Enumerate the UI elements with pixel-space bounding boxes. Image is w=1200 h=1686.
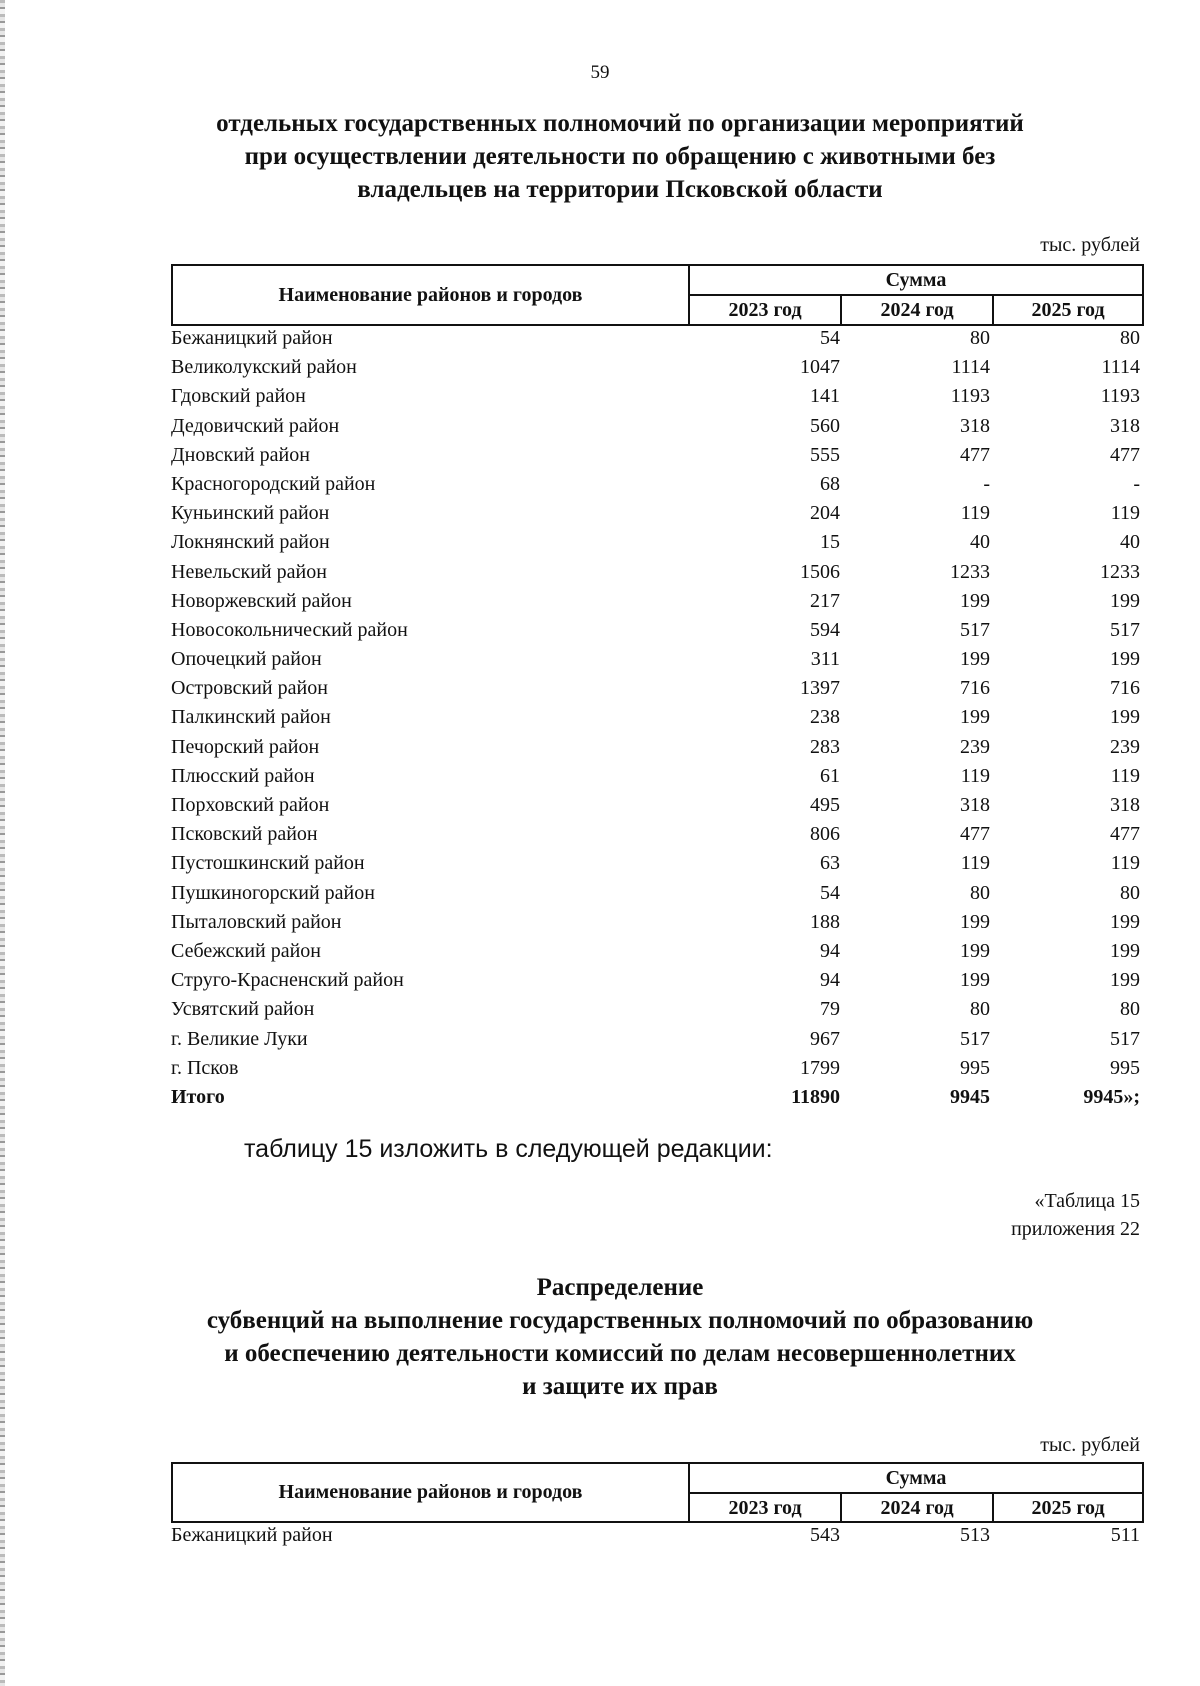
cell-name: Итого <box>171 1085 225 1108</box>
cell-name: Плюсский район <box>171 764 315 787</box>
scan-edge <box>0 0 5 1686</box>
cell-2025: 995 <box>1110 1056 1140 1079</box>
cell-2024: 513 <box>960 1524 990 1546</box>
cell-name: Опочецкий район <box>171 648 322 671</box>
cell-2024: 199 <box>960 648 990 671</box>
table-row <box>171 1055 1140 1084</box>
cell-2023: 141 <box>810 385 840 408</box>
cell-2023: 11890 <box>791 1085 840 1108</box>
cell-2024: 119 <box>960 502 990 525</box>
section2-title-line: субвенций на выполнение государственных полномочий по образованию <box>206 1307 1034 1334</box>
cell-2025: 318 <box>1110 414 1140 437</box>
header-year-2025: 2025 год <box>1031 299 1105 321</box>
table-row <box>171 792 1140 821</box>
cell-name: Пушкиногорский район <box>171 881 375 904</box>
cell-name: Куньинский район <box>171 502 330 525</box>
header-year-2025: 2025 год <box>1031 1497 1105 1519</box>
section1-title-line: отдельных государственных полномочий по организации мероприятий <box>216 110 1024 137</box>
cell-name: г. Великие Луки <box>171 1027 308 1050</box>
cell-2025: 1114 <box>1101 356 1140 379</box>
cell-2025: 9945»; <box>1083 1085 1140 1108</box>
section2-table-body <box>171 1522 1140 1551</box>
table-row <box>171 763 1140 792</box>
cell-name: Локнянский район <box>171 531 330 554</box>
cell-2023: 806 <box>810 823 840 846</box>
section1-table-body <box>171 325 1140 1113</box>
cell-name: Красногородский район <box>171 472 376 495</box>
table-row <box>171 996 1140 1025</box>
section2-title-line: Распределение <box>536 1274 704 1301</box>
table-row <box>171 967 1140 996</box>
cell-2025: 199 <box>1110 969 1140 992</box>
cell-2023: 555 <box>810 443 840 466</box>
cell-name: Великолукский район <box>171 356 357 379</box>
section1-title <box>150 107 1090 206</box>
cell-2025: 119 <box>1110 852 1140 875</box>
table-row <box>171 588 1140 617</box>
table-row <box>171 471 1140 500</box>
cell-2025: 239 <box>1110 735 1140 758</box>
cell-2023: 94 <box>820 939 840 962</box>
cell-2025: 80 <box>1120 998 1140 1021</box>
cell-2023: 54 <box>820 881 840 904</box>
cell-2023: 188 <box>810 910 840 933</box>
cell-2024: 199 <box>960 969 990 992</box>
cell-2024: 80 <box>970 327 990 349</box>
section2-unit: тыс. рублей <box>1040 1434 1140 1456</box>
cell-name: Печорский район <box>171 735 320 758</box>
cell-2024: 199 <box>960 589 990 612</box>
table-reference <box>1011 1187 1140 1243</box>
cell-2024: 517 <box>960 1027 990 1050</box>
cell-2023: 560 <box>810 414 840 437</box>
cell-2025: 517 <box>1110 618 1140 641</box>
cell-2023: 495 <box>810 794 840 816</box>
cell-name: Новосокольнический район <box>171 618 408 641</box>
cell-2023: 1047 <box>800 356 840 379</box>
cell-name: Дедовичский район <box>171 414 340 437</box>
table-row <box>171 1026 1140 1055</box>
cell-2025: 716 <box>1110 677 1140 700</box>
cell-name: Пустошкинский район <box>171 852 365 875</box>
cell-2023: 15 <box>820 531 840 554</box>
cell-2023: 238 <box>810 706 840 729</box>
cell-2023: 68 <box>820 472 840 495</box>
cell-name: Дновский район <box>171 443 310 466</box>
cell-2024: 716 <box>960 677 990 700</box>
cell-2024: 199 <box>960 706 990 729</box>
table-row <box>171 500 1140 529</box>
cell-2024: 119 <box>960 852 990 875</box>
cell-name: Пыталовский район <box>171 910 342 933</box>
cell-2024: 119 <box>960 764 990 787</box>
cell-2024: 199 <box>960 939 990 962</box>
table-row <box>171 675 1140 704</box>
cell-2023: 283 <box>810 735 840 758</box>
cell-2024: - <box>983 472 990 495</box>
cell-2023: 967 <box>810 1027 840 1050</box>
cell-2025: 199 <box>1110 910 1140 933</box>
section2-title <box>150 1271 1090 1403</box>
cell-2025: 517 <box>1110 1027 1140 1050</box>
table-row <box>171 938 1140 967</box>
total-row <box>171 1084 1140 1113</box>
header-name-column: Наименование районов и городов <box>173 266 690 324</box>
cell-2025: 119 <box>1110 764 1140 787</box>
table-row <box>171 413 1140 442</box>
cell-name: Новоржевский район <box>171 589 352 612</box>
cell-name: Бежаницкий район <box>171 327 333 349</box>
header-year-2024: 2024 год <box>842 1494 994 1521</box>
cell-2023: 217 <box>810 589 840 612</box>
cell-name: Порховский район <box>171 794 330 816</box>
cell-2023: 311 <box>810 648 840 671</box>
section2-table-header <box>171 1462 1144 1523</box>
header-year-2023: 2023 год <box>690 1494 842 1521</box>
cell-2024: 477 <box>960 443 990 466</box>
cell-2025: - <box>1133 472 1140 495</box>
cell-2023: 79 <box>820 998 840 1021</box>
cell-2025: 119 <box>1110 502 1140 525</box>
cell-2025: 199 <box>1110 706 1140 729</box>
table-row <box>171 559 1140 588</box>
cell-2025: 199 <box>1110 939 1140 962</box>
cell-2023: 54 <box>820 327 840 349</box>
table-row <box>171 1522 1140 1551</box>
cell-2023: 1397 <box>800 677 840 700</box>
table-row <box>171 646 1140 675</box>
table-row <box>171 617 1140 646</box>
cell-2024: 9945 <box>950 1085 990 1108</box>
cell-2025: 199 <box>1110 648 1140 671</box>
cell-name: Островский район <box>171 677 328 700</box>
cell-2024: 40 <box>970 531 990 554</box>
table-row <box>171 704 1140 733</box>
table-ref-line: приложения 22 <box>1011 1218 1140 1240</box>
cell-2025: 1193 <box>1100 385 1140 408</box>
cell-2025: 477 <box>1110 823 1140 846</box>
cell-name: Струго-Красненский район <box>171 969 404 992</box>
header-year-2023: 2023 год <box>690 296 842 324</box>
cell-name: Невельский район <box>171 560 327 583</box>
table-row <box>171 325 1140 354</box>
section2-title-line: и защите их прав <box>522 1373 718 1400</box>
instruction-text: таблицу 15 изложить в следующей редакции: <box>244 1135 773 1163</box>
cell-2024: 1114 <box>951 356 990 379</box>
cell-2025: 1233 <box>1100 560 1140 583</box>
cell-2023: 94 <box>820 969 840 992</box>
cell-2023: 1799 <box>800 1056 840 1079</box>
cell-name: Себежский район <box>171 939 321 962</box>
cell-2025: 80 <box>1120 327 1140 349</box>
cell-2024: 318 <box>960 794 990 816</box>
cell-2024: 318 <box>960 414 990 437</box>
section2-title-line: и обеспечению деятельности комиссий по делам несовершеннолетних <box>224 1340 1016 1367</box>
table-row <box>171 734 1140 763</box>
cell-2024: 517 <box>960 618 990 641</box>
cell-name: Бежаницкий район <box>171 1524 333 1546</box>
table-row <box>171 880 1140 909</box>
cell-2023: 594 <box>810 618 840 641</box>
cell-2024: 1233 <box>950 560 990 583</box>
cell-2024: 199 <box>960 910 990 933</box>
table-row <box>171 909 1140 938</box>
cell-2025: 318 <box>1110 794 1140 816</box>
cell-2024: 80 <box>970 998 990 1021</box>
cell-name: г. Псков <box>171 1056 239 1079</box>
cell-2023: 543 <box>810 1524 840 1546</box>
section1-title-line: владельцев на территории Псковской области <box>357 176 883 203</box>
cell-2025: 511 <box>1110 1524 1140 1546</box>
page-number: 59 <box>590 62 610 83</box>
header-sum-column: Сумма <box>690 266 1142 296</box>
cell-2024: 80 <box>970 881 990 904</box>
table-ref-line: «Таблица 15 <box>1034 1190 1140 1212</box>
section1-unit: тыс. рублей <box>1040 234 1140 256</box>
section1-table-header <box>171 264 1144 326</box>
header-sum-column: Сумма <box>690 1464 1142 1494</box>
section1-title-line: при осуществлении деятельности по обращению с животными без <box>244 143 996 170</box>
cell-2023: 61 <box>820 764 840 787</box>
cell-2023: 63 <box>820 852 840 875</box>
cell-2024: 477 <box>960 823 990 846</box>
table-row <box>171 383 1140 412</box>
cell-2025: 477 <box>1110 443 1140 466</box>
table-row <box>171 850 1140 879</box>
cell-2025: 80 <box>1120 881 1140 904</box>
cell-2025: 199 <box>1110 589 1140 612</box>
cell-name: Палкинский район <box>171 706 331 729</box>
header-year-2024: 2024 год <box>842 296 994 324</box>
table-row <box>171 442 1140 471</box>
cell-2023: 1506 <box>800 560 840 583</box>
cell-2024: 1193 <box>950 385 990 408</box>
cell-name: Гдовский район <box>171 385 306 408</box>
cell-name: Усвятский район <box>171 998 315 1021</box>
cell-2024: 239 <box>960 735 990 758</box>
cell-2025: 40 <box>1120 531 1140 554</box>
table-row <box>171 821 1140 850</box>
header-name-column: Наименование районов и городов <box>173 1464 690 1521</box>
cell-name: Псковский район <box>171 823 318 846</box>
table-row <box>171 354 1140 383</box>
cell-2024: 995 <box>960 1056 990 1079</box>
table-row <box>171 529 1140 558</box>
cell-2023: 204 <box>810 502 840 525</box>
